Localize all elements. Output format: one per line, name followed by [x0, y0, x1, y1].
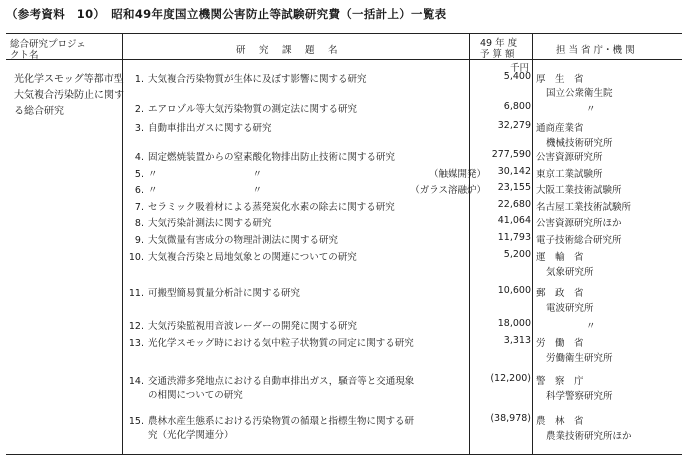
row-topic: 大気汚染計測法に関する研究 — [148, 218, 272, 229]
table-row — [128, 149, 486, 163]
agency-entry: 電波研究所 — [546, 303, 594, 314]
row-number: 2. — [134, 104, 144, 115]
row-topic: 農林水産生態系における汚染物質の循環と指標生物に関する研 — [148, 416, 415, 427]
row-number: 11. — [128, 288, 144, 299]
table-row — [128, 373, 486, 387]
agency-entry: 〃 — [586, 321, 596, 332]
agency-entry: 大阪工業技術試験所 — [536, 185, 622, 196]
row-number: 15. — [128, 416, 144, 427]
agency-entry: 運 輸 省 — [536, 252, 584, 263]
row-amount: 41,064 — [497, 215, 531, 226]
agency-entry: 〃 — [586, 104, 596, 115]
table-row — [128, 249, 486, 263]
table-top-border — [6, 33, 682, 34]
row-topic: 自動車排出ガスに関する研究 — [148, 123, 272, 134]
agency-entry: 農業技術研究所ほか — [546, 431, 632, 442]
row-number: 8. — [134, 218, 144, 229]
table-row — [128, 232, 486, 246]
header-amount-line2: 予 算 額 — [480, 49, 515, 60]
agency-entry: 電子技術総合研究所 — [536, 235, 622, 246]
row-number: 9. — [134, 235, 144, 246]
agency-entry: 公害資源研究所 — [536, 152, 603, 163]
table-row — [128, 182, 486, 196]
row-amount: 3,313 — [503, 335, 531, 346]
agency-entry: 科学警察研究所 — [546, 391, 613, 402]
row-topic: 大気汚染監視用音波レーダーの開発に関する研究 — [148, 321, 358, 332]
agency-entry: 農 林 省 — [536, 416, 584, 427]
row-topic: 〃 〃 — [148, 169, 263, 180]
agency-entry: 厚 生 省 — [536, 74, 584, 85]
row-topic: 光化学スモッグ時における気中粒子状物質の同定に関する研究 — [148, 338, 414, 349]
row-topic: 大気複合汚染と局地気象との関連についての研究 — [148, 252, 357, 263]
project-name: 光化学スモッグ等都市型大気複合汚染防止に関する総合研究 — [14, 74, 124, 117]
table-row — [128, 199, 486, 213]
row-amount: 6,800 — [503, 101, 531, 112]
row-topic: 大気複合汚染物質が生体に及ぼす影響に関する研究 — [148, 74, 367, 85]
table-row — [128, 413, 486, 427]
row-number: 7. — [134, 202, 144, 213]
row-amount: 22,680 — [497, 199, 531, 210]
agency-entry: 労働衛生研究所 — [546, 353, 613, 364]
row-amount: 11,793 — [497, 232, 531, 243]
header-topic: 研 究 課 題 名 — [236, 45, 340, 56]
row-number: 4. — [134, 152, 144, 163]
row-topic: セラミック吸着材による蒸発炭化水素の除去に関する研究 — [148, 202, 395, 213]
row-topic: 固定燃焼装置からの窒素酸化物排出防止技術に関する研究 — [148, 152, 396, 163]
row-number: 1. — [134, 74, 144, 85]
column-divider-amount — [532, 33, 533, 454]
table-bottom-border — [6, 454, 682, 455]
table-row — [128, 120, 486, 134]
row-topic: エアロゾル等大気汚染物質の測定法に関する研究 — [148, 104, 358, 115]
row-topic: 〃 〃 — [148, 185, 263, 196]
agency-entry: 郵 政 省 — [536, 288, 584, 299]
row-amount: 10,600 — [497, 285, 531, 296]
row-number: 5. — [134, 169, 144, 180]
row-amount: 5,400 — [503, 71, 531, 82]
agency-entry: 東京工業試験所 — [536, 169, 603, 180]
row-amount: (12,200) — [490, 373, 531, 384]
row-number: 6. — [134, 185, 144, 196]
row-amount: 18,000 — [497, 318, 531, 329]
agency-entry: 警 察 庁 — [536, 376, 584, 387]
row-amount: 30,142 — [497, 166, 531, 177]
row-note: （ガラス溶融炉） — [410, 185, 486, 196]
row-topic-continuation: 究（光化学関連分） — [148, 430, 234, 441]
row-number: 12. — [128, 321, 144, 332]
table-row — [128, 166, 486, 180]
agency-entry: 機械技術研究所 — [546, 138, 613, 149]
row-amount: 5,200 — [503, 249, 531, 260]
row-number: 14. — [128, 376, 144, 387]
row-number: 13. — [128, 338, 144, 349]
row-topic-continuation: の相関についての研究 — [148, 390, 243, 401]
header-amount-line1: 49 年 度 — [480, 38, 518, 49]
header-bottom-border — [6, 59, 682, 60]
row-note: （触媒開発） — [428, 169, 486, 180]
header-project-name-line2: クト名 — [10, 50, 39, 61]
row-amount: 23,155 — [497, 182, 531, 193]
agency-entry: 通商産業省 — [536, 123, 584, 134]
unit-label: 千円 — [510, 63, 530, 74]
agency-entry: 気象研究所 — [546, 267, 594, 278]
table-row — [128, 335, 486, 349]
table-row — [128, 71, 486, 85]
table-row — [128, 285, 486, 299]
row-amount: (38,978) — [490, 413, 531, 424]
header-agency: 担 当 省 庁・機 関 — [556, 45, 635, 56]
table-row — [128, 101, 486, 115]
agency-entry: 公害資源研究所ほか — [536, 218, 622, 229]
row-topic: 交通渋滞多発地点における自動車排出ガス，騒音等と交通現象 — [148, 376, 415, 387]
table-row — [128, 215, 486, 229]
agency-entry: 名古屋工業技術試験所 — [536, 202, 632, 213]
agency-entry: 国立公衆衛生院 — [546, 88, 613, 99]
header-project-name-line1: 総合研究プロジェ — [10, 39, 86, 50]
row-topic: 大気微量有害成分の物理計測法に関する研究 — [148, 235, 339, 246]
table-row — [128, 318, 486, 332]
document-title: （参考資料 10） 昭和49年度国立機関公害防止等試験研究費（一括計上）一覧表 — [6, 7, 447, 21]
row-number: 3. — [134, 123, 144, 134]
row-amount: 277,590 — [491, 149, 531, 160]
agency-entry: 労 働 省 — [536, 338, 584, 349]
row-amount: 32,279 — [497, 120, 531, 131]
row-number: 10. — [128, 252, 144, 263]
row-topic: 可搬型簡易質量分析計に関する研究 — [148, 288, 301, 299]
